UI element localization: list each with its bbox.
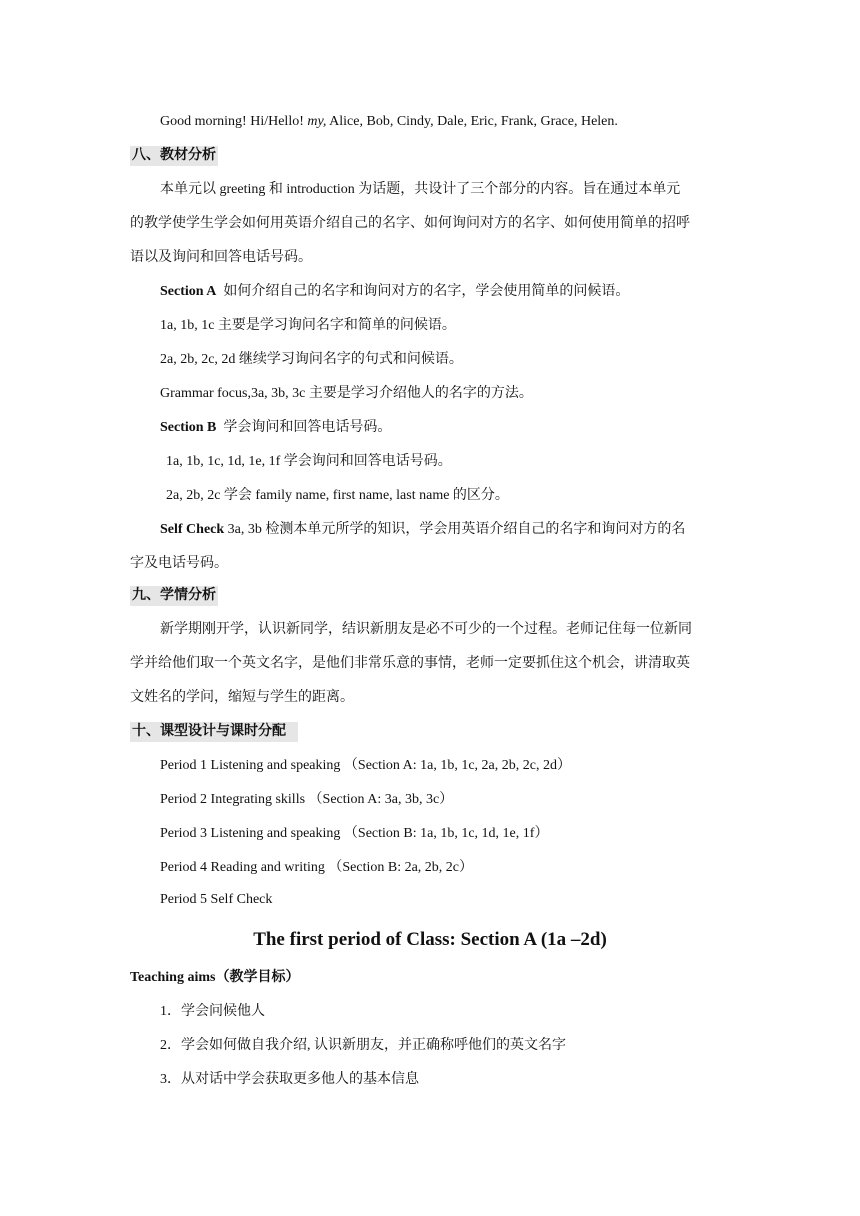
period-item: Period 3 Listening and speaking （Section B: 1a, 1b, 1c, 1d, 1e, 1f） [160, 826, 549, 841]
self-check-label: Self Check [160, 522, 225, 537]
list-item: Grammar focus,3a, 3b, 3c 主要是学习介绍他人的名字的方法。 [160, 386, 533, 401]
paragraph-line: 新学期刚开学，认识新同学，结识新朋友是必不可少的一个过程。老师记住每一位新同 [160, 622, 692, 637]
period-item: Period 4 Reading and writing （Section B: 2a, 2b, 2c） [160, 860, 474, 875]
aim-item: 2．学会如何做自我介绍, 认识新朋友，并正确称呼他们的英文名字 [160, 1038, 566, 1053]
section-a-label: Section A [160, 284, 217, 299]
greeting-text: Good morning! Hi/Hello! [160, 114, 308, 129]
section-heading-lesson-design: 十、课型设计与课时分配 [130, 722, 298, 742]
section-a-text: 如何介绍自己的名字和询问对方的名字，学会使用简单的问候语。 [223, 284, 630, 299]
paragraph-line: 语以及询问和回答电话号码。 [130, 250, 312, 265]
aim-item: 1．学会问候他人 [160, 1004, 265, 1019]
self-check-line [160, 520, 685, 540]
section-heading-textbook-analysis: 八、教材分析 [130, 146, 218, 166]
section-b-label: Section B [160, 420, 217, 435]
section-b-line [160, 418, 391, 438]
section-b-text: 学会询问和回答电话号码。 [223, 420, 392, 435]
period-title: The first period of Class: Section A (1a –2d) [253, 929, 607, 950]
paragraph-line: 的教学使学生学会如何用英语介绍自己的名字、如何询问对方的名字、如何使用简单的招呼 [130, 216, 690, 231]
greeting-italic: my, [307, 114, 327, 129]
paragraph-line: 学并给他们取一个英文名字，是他们非常乐意的事情，老师一定要抓住这个机会，讲清取英 [130, 656, 690, 671]
paragraph-line: 本单元以 greeting 和 introduction 为话题，共设计了三个部分的内容。旨在通过本单元 [160, 182, 681, 197]
greeting-line [160, 112, 618, 132]
teaching-aims-label: Teaching aims（教学目标） [130, 970, 300, 985]
greeting-names: Alice, Bob, Cindy, Dale, Eric, Frank, Grace, Helen. [326, 114, 618, 129]
list-item: 1a, 1b, 1c 主要是学习询问名字和简单的问候语。 [160, 318, 456, 333]
paragraph-line: 字及电话号码。 [130, 556, 228, 571]
paragraph-line: 文姓名的学问，缩短与学生的距离。 [130, 690, 354, 705]
period-item: Period 5 Self Check [160, 892, 273, 907]
period-item: Period 2 Integrating skills （Section A: 3a, 3b, 3c） [160, 792, 454, 807]
list-item: 1a, 1b, 1c, 1d, 1e, 1f 学会询问和回答电话号码。 [166, 454, 452, 469]
period-item: Period 1 Listening and speaking （Section A: 1a, 1b, 1c, 2a, 2b, 2c, 2d） [160, 758, 571, 773]
section-a-line [160, 282, 629, 302]
aim-item: 3．从对话中学会获取更多他人的基本信息 [160, 1072, 419, 1087]
list-item: 2a, 2b, 2c, 2d 继续学习询问名字的句式和问候语。 [160, 352, 463, 367]
list-item: 2a, 2b, 2c 学会 family name, first name, last name 的区分。 [166, 488, 509, 503]
self-check-text: 3a, 3b 检测本单元所学的知识，学会用英语介绍自己的名字和询问对方的名 [227, 522, 686, 537]
section-heading-learner-analysis: 九、学情分析 [130, 586, 218, 606]
